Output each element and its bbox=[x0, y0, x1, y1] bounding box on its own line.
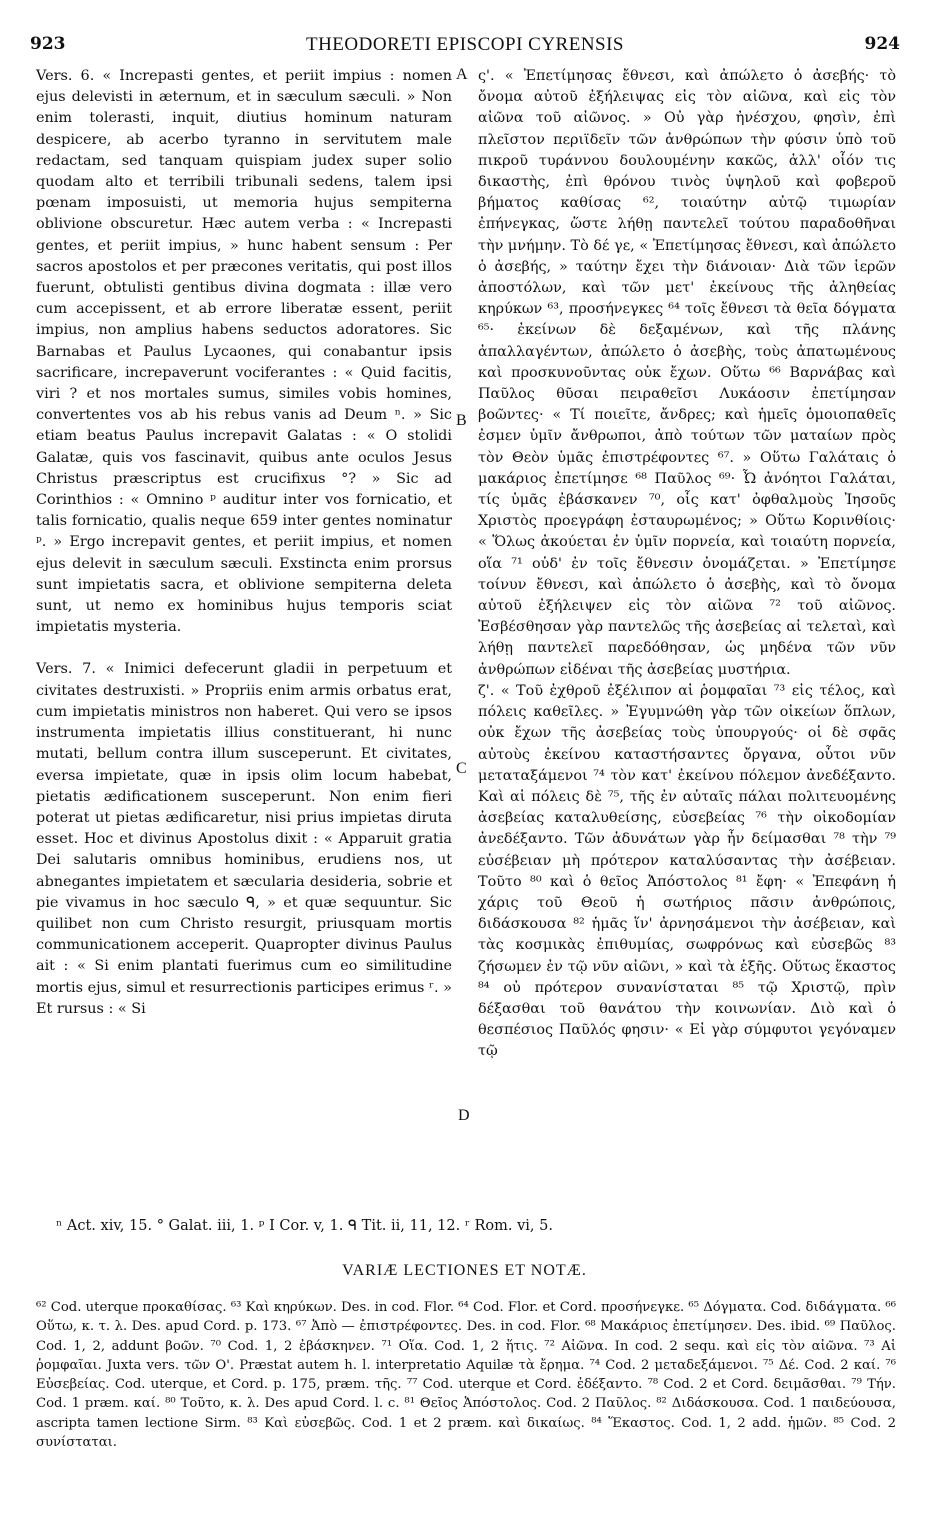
variae-lectiones-text: ⁶² Cod. uterque προκαθίσας. ⁶³ Καὶ κηρύκων. Des. in cod. Flor. ⁶⁴ Cod. Flor. et Cord. προσήνεγκε. ⁶⁵ Δόγματα. Cod. διδάγματα. ⁶⁶ Οὕτω, κ. τ. λ. Des. apud Cord. p. 173. ⁶⁷ Ἀπὸ — ἐπιστρέφοντες. Des. in cod. Flor. ⁶⁸ Μακάριος ἐπετίμησεν. Des. ibid. ⁶⁹ Παῦλος. Cod. 1, 2, addunt βοῶν. ⁷⁰ Cod. 1, 2 ἐβάσκηνεν. ⁷¹ Οἵα. Cod. 1, 2 ἥτις. ⁷² Αἰῶνα. In cod. 2 sequ. καὶ εἰς τὸν αἰῶνα. ⁷³ Αἱ ῥομφαῖαι. Juxta vers. τῶν Ο'. Præstat autem h. l. interpretatio Aquilæ τὰ ἔρημα. ⁷⁴ Cod. 2 μεταδεξάμενοι. ⁷⁵ Δέ. Cod. 2 καί. ⁷⁶ Εὐσεβείας. Cod. uterque, et Cord. p. 175, præm. τῆς. ⁷⁷ Cod. uterque et Cord. ἐδέξαντο. ⁷⁸ Cod. 2 et Cord. δειμᾶσθαι. ⁷⁹ Τήν. Cod. 1 præm. καί. ⁸⁰ Τοῦτο, κ. λ. Des apud Cord. l. c. ⁸¹ Θεῖος Ἀπόστολος. Cod. 2 Παῦλος. ⁸² Διδάσκουσα. Cod. 1 παιδεύουσα, ascripta tamen lectione Sirm. ⁸³ Καὶ εὐσεβῶς. Cod. 1 et 2 præm. καὶ δικαίως. ⁸⁴ Ἕκαστος. Cod. 1, 2 add. ἡμῶν. ⁸⁵ Cod. 2 συνίσταται. bbox=[36, 1300, 896, 1451]
scripture-footnotes: ⁿ Act. xiv, 15. ° Galat. iii, 1. ᵖ I Cor. v, 1. ᑫ Tit. ii, 11, 12. ʳ Rom. vi, 5. bbox=[56, 1218, 553, 1234]
margin-marker-b: B bbox=[456, 412, 467, 429]
latin-paragraph-vers-6: Vers. 6. « Increpasti gentes, et periit impius : nomen ejus delevisti in æternum, et in sæculum sæculi. » Non enim tolerasti, inquit, diutius hominum naturam despicere, ab acerbo tyranno in servitutem male redactam, sed tanquam quispiam judex super solio quodam alto et terribili tribunali sedens, talem ipsi pœnam imposuisti, ut memoria hujus sempiterna oblivione obscuretur. Hæc autem verba : « Increpasti gentes, et periit impius, » hunc habent sensum : Per sacros apostolos et per præcones veritatis, qui post illos fuerunt, obtulisti gentibus divina dogmata : illæ vero cum accepissent, et ab errore liberatæ essent, periit impius, non amplius habens seductos adoratores. Sic Barnabas et Paulus Lycaones, qui conabantur ipsis sacrificare, increpaverunt vociferantes : « Quid facitis, viri ? et nos mortales sumus, similes vobis homines, convertentes vos ab his rebus vanis ad Deum ⁿ. » Sic etiam beatus Paulus increpavit Galatas : « O stolidi Galatæ, quis vos fascinavit, quibus ante oculos Jesus Christus præscriptus est crucifixus °? » Sic ad Corinthios : « Omnino ᵖ auditur inter vos fornicatio, et talis fornicatio, qualis neque 659 inter gentes nominatur ᵖ. » Ergo increpavit gentes, et periit impius, et nomen ejus delevit in sæculum sæculi. Exstincta enim prorsus sunt impietatis sacra, et oblivione sempiterna deleta sunt, ut nemo ex hominibus hujus temporis sciat impietatis mysteria. bbox=[36, 68, 452, 636]
latin-column bbox=[36, 66, 452, 1020]
margin-marker-c: C bbox=[456, 760, 467, 777]
latin-paragraph-vers-7: Vers. 7. « Inimici defecerunt gladii in perpetuum et civitates destruxisti. » Propriis enim armis orbatus erat, cum impietatis ministros non haberet. Qui vero se ipsos instrumenta impietatis illius constituerant, hi nunc mutati, bellum contra illum susceperunt. Et civitates, eversa impietate, quæ in ipsis olim locum habebat, pietatis ædificationem susceperunt. Non enim fieri poterat ut pietas ædificaretur, nisi prius impietas diruta esset. Hoc et divinus Apostolus dixit : « Apparuit gratia Dei salutaris omnibus hominibus, erudiens nos, ut abnegantes impietatem et sæcularia desideria, sobrie et pie vivamus in hoc sæculo ᑫ, » et quæ sequuntur. Sic quilibet non cum Christo resurgit, priusquam mortis communicationem acceperit. Quapropter divinus Paulus ait : « Si enim plantati fuerimus cum eo similitudine mortis ejus, simul et resurrectionis participes erimus ʳ. » Et rursus : « Si bbox=[36, 661, 452, 1017]
margin-marker-a: A bbox=[456, 66, 468, 83]
page-number-right: 924 bbox=[864, 34, 900, 54]
greek-paragraph-vers-6: ς'. « Ἐπετίμησας ἔθνεσι, καὶ ἀπώλετο ὁ ἀσεβής· τὸ ὄνομα αὐτοῦ ἐξήλειψας εἰς τὸν αἰῶνα, καὶ εἰς τὸν αἰῶνα τοῦ αἰῶνος. » Οὐ γὰρ ἠνέσχου, φησὶν, ἐπὶ πλεῖστον περιϊδεῖν τῶν ἀνθρώπων τὴν φύσιν ὑπὸ τοῦ πικροῦ τυράννου δουλουμένην κακῶς, ἀλλ' οἷόν τις δικαστὴς, ἐπὶ θρόνου τινὸς ὑψηλοῦ καὶ φοβεροῦ βήματος καθίσας ⁶², τοιαύτην αὐτῷ τιμωρίαν ἐπήνεγκας, ὥστε λήθῃ παντελεῖ τούτου παραδοθῆναι τὴν μνήμην. Τὸ δέ γε, « Ἐπετίμησας ἔθνεσι, καὶ ἀπώλετο ὁ ἀσεβής, » ταύτην ἔχει τὴν διάνοιαν· Διὰ τῶν ἱερῶν ἀποστόλων, καὶ τῶν μετ' ἐκείνους τῆς ἀληθείας κηρύκων ⁶³, προσήνεγκες ⁶⁴ τοῖς ἔθνεσι τὰ θεῖα δόγματα ⁶⁵· ἐκείνων δὲ δεξαμένων, καὶ τῆς πλάνης ἀπαλλαγέντων, ἀπώλετο ὁ ἀσεβὴς, τοὺς ἀπατωμένους καὶ προσκυνοῦντας οὐκ ἔχων. Οὕτω ⁶⁶ Βαρνάβας καὶ Παῦλος θῦσαι πειραθεῖσι Λυκάοσιν ἐπετίμησαν βοῶντες· « Τί ποιεῖτε, ἄνδρες; καὶ ἡμεῖς ὁμοιοπαθεῖς ἐσμεν ὑμῖν ἄνθρωποι, ἀπὸ τούτων τῶν ματαίων πρὸς τὸν Θεὸν ὑμᾶς ἐπιστρέφοντες ⁶⁷. » Οὕτω Γαλάταις ὁ μακάριος ἐπετίμησε ⁶⁸ Παῦλος ⁶⁹· Ὦ ἀνόητοι Γαλάται, τίς ὑμᾶς ἐβάσκανεν ⁷⁰, οἷς κατ' ὀφθαλμοὺς Ἰησοῦς Χριστὸς προεγράφη ἐσταυρωμένος; » Οὕτω Κορινθίοις· « Ὅλως ἀκούεται ἐν ὑμῖν πορνεία, καὶ τοιαύτη πορνεία, οἵα ⁷¹ οὐδ' ἐν τοῖς ἔθνεσιν ὀνομάζεται. » Ἐπετίμησε τοίνυν ἔθνεσι, καὶ ἀπώλετο ὁ ἀσεβὴς, καὶ τὸ ὄνομα αὐτοῦ ἐξήλειψεν εἰς τὸν αἰῶνα ⁷² τοῦ αἰῶνος. Ἐσβέσθησαν γὰρ παντελῶς τῆς ἀσεβείας αἱ τελεταὶ, καὶ λήθῃ παντελεῖ παρεδόθησαν, ὡς μηδένα τῶν νῦν ἀνθρώπων εἰδέναι τῆς ἀσεβείας μυστήρια. bbox=[478, 68, 896, 678]
margin-marker-d: D bbox=[458, 1107, 470, 1124]
variae-lectiones-title: VARIÆ LECTIONES ET NOTÆ. bbox=[342, 1262, 587, 1279]
page-header bbox=[30, 34, 900, 60]
greek-paragraph-vers-7: ζ'. « Τοῦ ἐχθροῦ ἐξέλιπον αἱ ῥομφαῖαι ⁷³ εἰς τέλος, καὶ πόλεις καθεῖλες. » Ἐγυμνώθη γὰρ τῶν οἰκείων ὅπλων, οὐκ ἔχων τῆς ἀσεβείας τοὺς ὑπουργούς· οἱ δὲ σφᾶς αὐτοὺς ἐκείνου καταστήσαντες ὄργανα, οὗτοι νῦν μεταταξάμενοι ⁷⁴ τὸν κατ' ἐκείνου πόλεμον ἀνεδέξαντο. Καὶ αἱ πόλεις δὲ ⁷⁵, τῆς ἐν αὐταῖς πάλαι πολιτευομένης ἀσεβείας καταλυθείσης, εὐσεβείας ⁷⁶ τὴν οἰκοδομίαν ἀνεδέξαντο. Τῶν ἀδυνάτων γὰρ ἦν δείμασθαι ⁷⁸ τὴν ⁷⁹ εὐσέβειαν μὴ πρότερον καταλύσαντας τὴν ἀσέβειαν. Τοῦτο ⁸⁰ καὶ ὁ θεῖος Ἀπόστολος ⁸¹ ἔφη· « Ἐπεφάνη ἡ χάρις τοῦ Θεοῦ ἡ σωτήριος πᾶσιν ἀνθρώποις, διδάσκουσα ⁸² ἡμᾶς ἵν' ἀρνησάμενοι τὴν ἀσέβειαν, καὶ τὰς κοσμικὰς ἐπιθυμίας, σωφρόνως καὶ εὐσεβῶς ⁸³ ζήσωμεν ἐν τῷ νῦν αἰῶνι, » καὶ τὰ ἑξῆς. Οὕτως ἕκαστος ⁸⁴ οὐ πρότερον συνανίσταται ⁸⁵ τῷ Χριστῷ, πρὶν δέξασθαι τοῦ θανάτου τὴν κοινωνίαν. Διὸ καὶ ὁ θεσπέσιος Παῦλός φησιν· « Εἰ γὰρ σύμφυτοι γεγόναμεν τῷ bbox=[478, 682, 896, 1060]
greek-column bbox=[478, 66, 896, 1063]
running-title: THEODORETI EPISCOPI CYRENSIS bbox=[305, 34, 625, 55]
page-number-left: 923 bbox=[30, 34, 66, 54]
variae-lectiones-notes bbox=[36, 1298, 896, 1452]
